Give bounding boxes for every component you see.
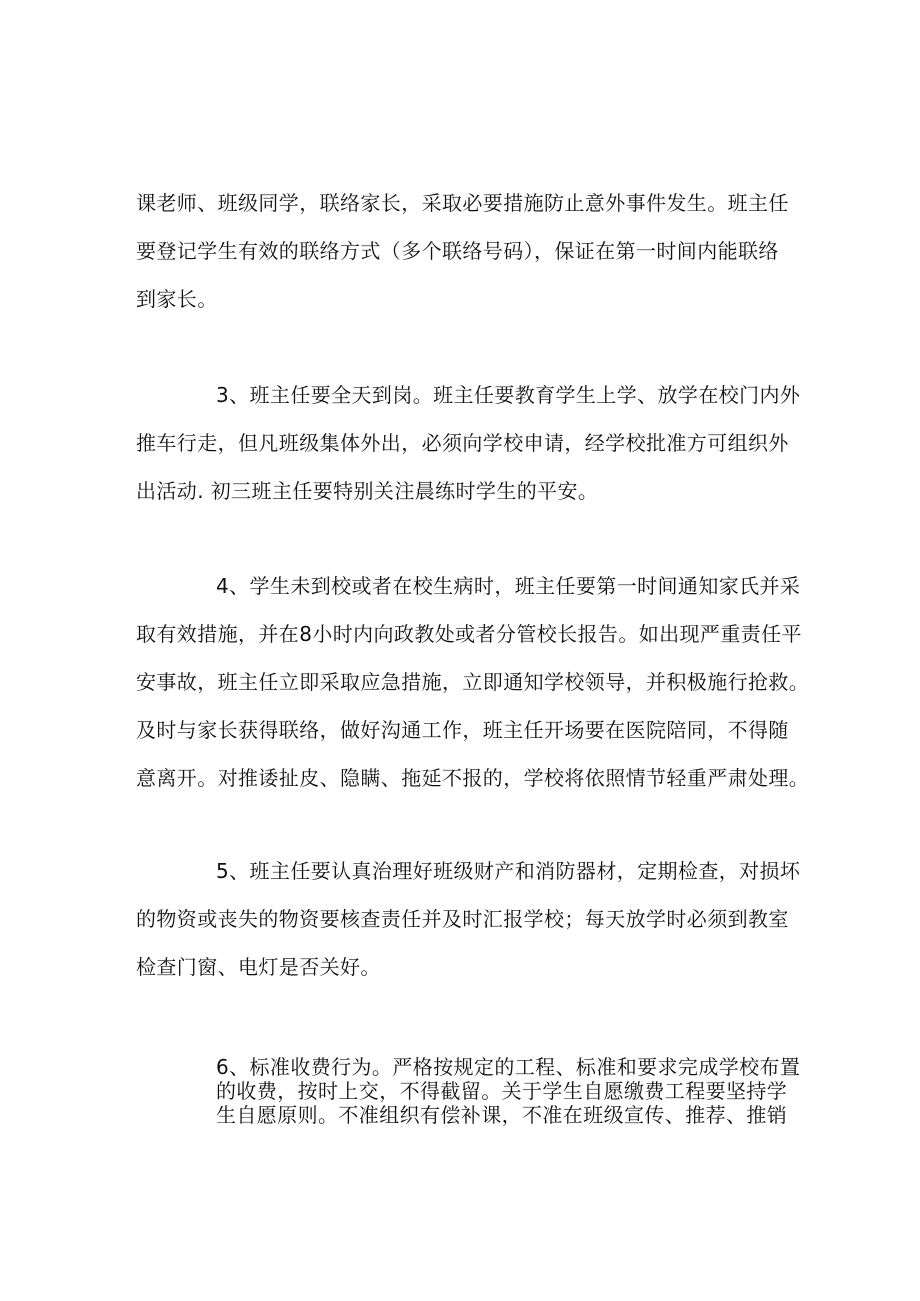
paragraph-line: 检查门窗、电灯是否关好。 bbox=[136, 955, 381, 979]
paragraph-line: 意离开。对推诿扯皮、隐瞒、拖延不报的，学校将依照情节轻重严肃处理。 bbox=[136, 766, 810, 790]
paragraph-line: 要登记学生有效的联络方式（多个联络号码），保证在第一时间内能联络 bbox=[136, 239, 779, 263]
paragraph-line: 3、班主任要全天到岗。班主任要教育学生上学、放学在校门内外 bbox=[216, 383, 801, 407]
paragraph-5 bbox=[136, 857, 801, 981]
paragraph-3 bbox=[136, 381, 801, 505]
paragraph-line: 取有效措施，并在8小时内向政教处或者分管校长报告。如出现严重责任平 bbox=[136, 622, 802, 646]
paragraph-line: 生自愿原则。不准组织有偿补课，不准在班级宣传、推荐、推销 bbox=[216, 1103, 788, 1127]
paragraph-line: 的物资或丧失的物资要核查责任并及时汇报学校；每天放学时必须到教室 bbox=[136, 907, 789, 931]
paragraph-line: 的收费，按时上交，不得截留。关于学生自愿缴费工程要坚持学 bbox=[216, 1079, 788, 1103]
paragraph-continued bbox=[136, 189, 789, 313]
paragraph-line: 出活动. 初三班主任要特别关注晨练时学生的平安。 bbox=[136, 479, 599, 503]
paragraph-line: 6、标准收费行为。严格按规定的工程、标准和要求完成学校布置 bbox=[216, 1055, 801, 1079]
paragraph-line: 及时与家长获得联络，做好沟通工作，班主任开场要在医院陪同，不得随 bbox=[136, 718, 789, 742]
paragraph-line: 4、学生未到校或者在校生病时，班主任要第一时间通知家氏并采 bbox=[216, 574, 801, 598]
paragraph-6 bbox=[216, 1053, 801, 1129]
paragraph-line: 推车行走，但凡班级集体外出，必须向学校申请，经学校批准方可组织外 bbox=[136, 431, 789, 455]
paragraph-line: 课老师、班级同学，联络家长，采取必要措施防止意外事件发生。班主任 bbox=[136, 191, 789, 215]
paragraph-line: 5、班主任要认真治理好班级财产和消防器材，定期检查，对损坏 bbox=[216, 859, 801, 883]
paragraph-line: 安事故，班主任立即采取应急措施，立即通知学校领导，并积极施行抢救。 bbox=[136, 670, 810, 694]
paragraph-line: 到家长。 bbox=[136, 287, 218, 311]
paragraph-4 bbox=[136, 572, 810, 792]
